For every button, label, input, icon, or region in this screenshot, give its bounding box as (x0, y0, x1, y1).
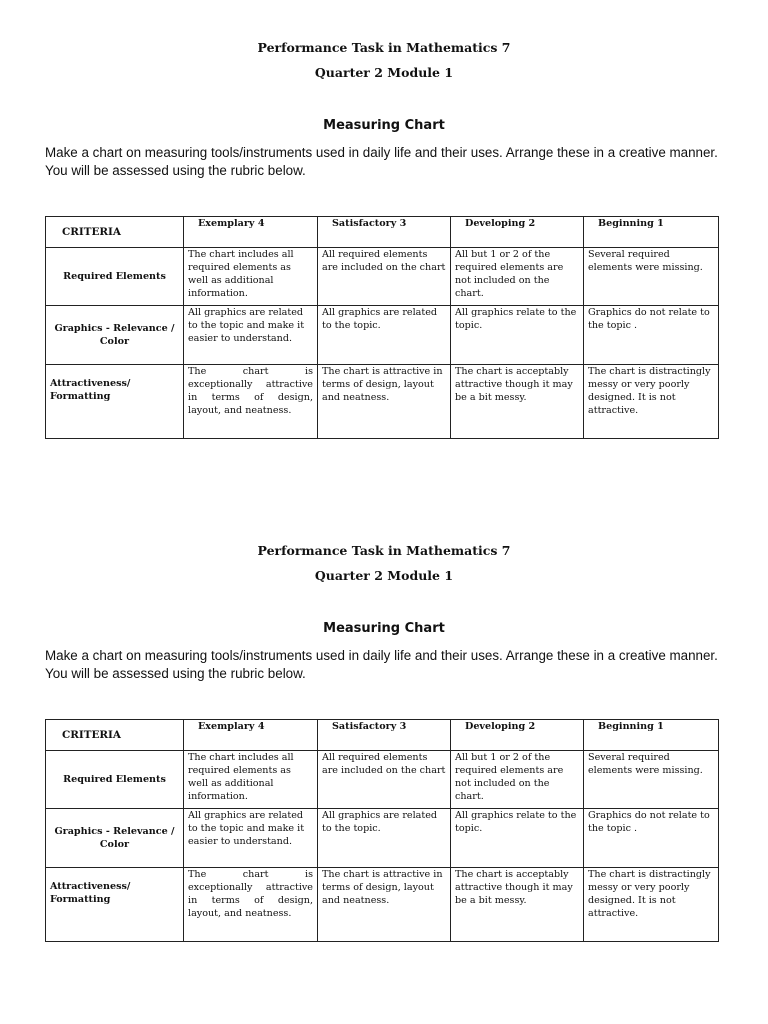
table-row (46, 248, 719, 306)
section-heading: Measuring Chart (323, 621, 445, 636)
rubric-cell: All required elements are included on the chart (318, 248, 451, 306)
table-row (46, 365, 719, 439)
document-title: Performance Task in Mathematics 7 (257, 40, 511, 55)
rubric-table (45, 719, 719, 942)
criterion-cell: Attractiveness/ Formatting (46, 365, 184, 439)
table-row (46, 751, 719, 809)
rubric-cell: All graphics are related to the topic. (318, 809, 451, 868)
instructions-text: Make a chart on measuring tools/instruments used in daily life and their uses. Arrange these in a creative manner. You will be assessed using the rubric below. (45, 648, 718, 681)
table-row (46, 306, 719, 365)
rubric-cell: Graphics do not relate to the topic . (584, 306, 719, 365)
rubric-cell: All graphics relate to the topic. (451, 306, 584, 365)
header-developing: Developing 2 (451, 720, 584, 751)
instructions-text: Make a chart on measuring tools/instruments used in daily life and their uses. Arrange these in a creative manner. You will be assessed using the rubric below. (45, 145, 718, 178)
rubric-cell: All graphics relate to the topic. (451, 809, 584, 868)
rubric-cell: The chart is acceptably attractive though it may be a bit messy. (451, 868, 584, 942)
criterion-cell: Graphics - Relevance / Color (46, 809, 184, 868)
rubric-cell: The chart is acceptably attractive though it may be a bit messy. (451, 365, 584, 439)
rubric-cell: All graphics are related to the topic and make it easier to understand. (184, 306, 318, 365)
criterion-cell: Graphics - Relevance / Color (46, 306, 184, 365)
rubric-cell: The chart is attractive in terms of design, layout and neatness. (318, 868, 451, 942)
rubric-cell: All but 1 or 2 of the required elements are not included on the chart. (451, 751, 584, 809)
header-criteria: CRITERIA (46, 217, 184, 248)
document-subtitle: Quarter 2 Module 1 (314, 568, 454, 583)
rubric-cell: Several required elements were missing. (584, 248, 719, 306)
rubric-cell: The chart includes all required elements as well as additional information. (184, 751, 318, 809)
rubric-cell: All graphics are related to the topic and make it easier to understand. (184, 809, 318, 868)
header-beginning: Beginning 1 (584, 720, 719, 751)
header-satisfactory: Satisfactory 3 (318, 217, 451, 248)
document-title: Performance Task in Mathematics 7 (257, 543, 511, 558)
document-subtitle: Quarter 2 Module 1 (314, 65, 454, 80)
rubric-header-row (46, 720, 719, 751)
header-developing: Developing 2 (451, 217, 584, 248)
criterion-cell: Required Elements (46, 248, 184, 306)
rubric-cell: All required elements are included on the chart (318, 751, 451, 809)
rubric-table (45, 216, 719, 439)
rubric-cell: The chart is distractingly messy or very poorly designed. It is not attractive. (584, 868, 719, 942)
header-exemplary: Exemplary 4 (184, 720, 318, 751)
table-row (46, 868, 719, 942)
rubric-cell: The chart is distractingly messy or very poorly designed. It is not attractive. (584, 365, 719, 439)
rubric-cell: All graphics are related to the topic. (318, 306, 451, 365)
rubric-cell: All but 1 or 2 of the required elements are not included on the chart. (451, 248, 584, 306)
rubric-cell: The chart includes all required elements as well as additional information. (184, 248, 318, 306)
rubric-cell: The chart is exceptionally attractive in terms of design, layout, and neatness. (184, 868, 318, 942)
header-satisfactory: Satisfactory 3 (318, 720, 451, 751)
rubric-cell: The chart is attractive in terms of design, layout and neatness. (318, 365, 451, 439)
rubric-header-row (46, 217, 719, 248)
criterion-cell: Required Elements (46, 751, 184, 809)
rubric-cell: Graphics do not relate to the topic . (584, 809, 719, 868)
rubric-cell: Several required elements were missing. (584, 751, 719, 809)
header-beginning: Beginning 1 (584, 217, 719, 248)
criterion-cell: Attractiveness/ Formatting (46, 868, 184, 942)
section-heading: Measuring Chart (323, 118, 445, 133)
table-row (46, 809, 719, 868)
header-criteria: CRITERIA (46, 720, 184, 751)
header-exemplary: Exemplary 4 (184, 217, 318, 248)
rubric-cell: The chart is exceptionally attractive in terms of design, layout, and neatness. (184, 365, 318, 439)
